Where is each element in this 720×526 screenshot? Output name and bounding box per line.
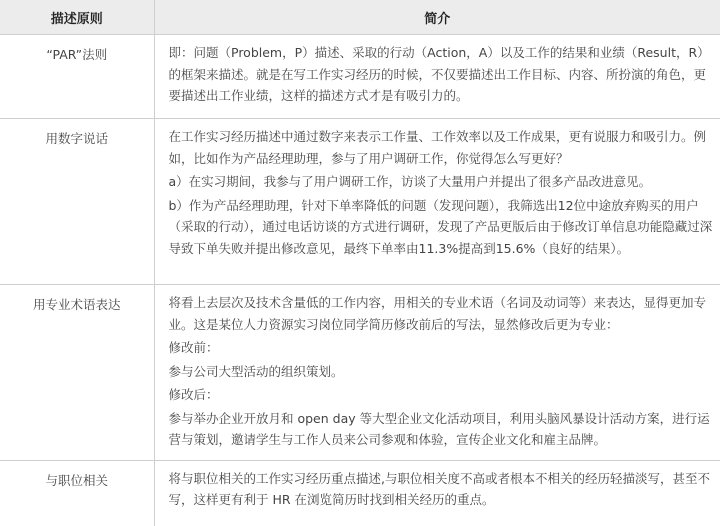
table-header bbox=[0, 0, 720, 35]
principle-description bbox=[154, 119, 720, 285]
description-paragraph: 将看上去层次及技术含量低的工作内容，用相关的专业术语（名词及动词等）来表达，显得更加专业。这是某位人力资源实习岗位同学简历修改前后的写法，显然修改后更为专业： bbox=[169, 292, 717, 335]
after-text: 参与举办企业开放月和 open day 等大型企业文化活动项目，利用头脑风暴设计活动方案，进行运营与策划，邀请学生与工作人员来公司参观和体验，宣传企业文化和雇主品牌。 bbox=[169, 408, 717, 451]
table-row bbox=[0, 285, 720, 461]
description-paragraph: 将与职位相关的工作实习经历重点描述,与职位相关度不高或者根本不相关的经历轻描淡写，甚至不写，这样更有利于 HR 在浏览简历时找到相关经历的重点。 bbox=[169, 468, 717, 511]
table-body bbox=[0, 35, 720, 526]
principle-name: 用数字说话 bbox=[0, 119, 154, 285]
principle-description bbox=[154, 285, 720, 461]
principle-name: “PAR”法则 bbox=[0, 35, 154, 119]
description-paragraph: 即：问题（Problem，P）描述、采取的行动（Action，A）以及工作的结果和业绩（Result，R）的框架来描述。就是在写工作实习经历的时候，不仅要描述出工作目标、内容、所扮演的角色，更要描述出工作业绩，这样的描述方式才是有吸引力的。 bbox=[169, 42, 717, 107]
principle-description bbox=[154, 35, 720, 119]
header-summary: 简介 bbox=[154, 0, 720, 35]
table-row bbox=[0, 35, 720, 119]
before-text: 参与公司大型活动的组织策划。 bbox=[169, 361, 717, 383]
table-row bbox=[0, 460, 720, 526]
after-label: 修改后： bbox=[169, 384, 717, 406]
description-option-a: a）在实习期间，我参与了用户调研工作，访谈了大量用户并提出了很多产品改进意见。 bbox=[169, 171, 717, 193]
header-principle: 描述原则 bbox=[0, 0, 154, 35]
description-option-b: b）作为产品经理助理，针对下单率降低的问题（发现问题），我筛选出12位中途放弃购买的用户（采取的行动），通过电话访谈的方式进行调研，发现了产品更版后由于修改订单信息功能隐藏过深导致下单失败并提出修改意见，最终下单率由11.3%提高到15.6%（良好的结果）。 bbox=[169, 195, 717, 260]
principle-description bbox=[154, 460, 720, 526]
header-row bbox=[0, 0, 720, 35]
table-row bbox=[0, 119, 720, 285]
description-paragraph: 在工作实习经历描述中通过数字来表示工作量、工作效率以及工作成果，更有说服力和吸引力。例如，比如作为产品经理助理，参与了用户调研工作，你觉得怎么写更好？ bbox=[169, 126, 717, 169]
before-label: 修改前： bbox=[169, 337, 717, 359]
principle-name: 用专业术语表达 bbox=[0, 285, 154, 461]
principle-name: 与职位相关 bbox=[0, 460, 154, 526]
